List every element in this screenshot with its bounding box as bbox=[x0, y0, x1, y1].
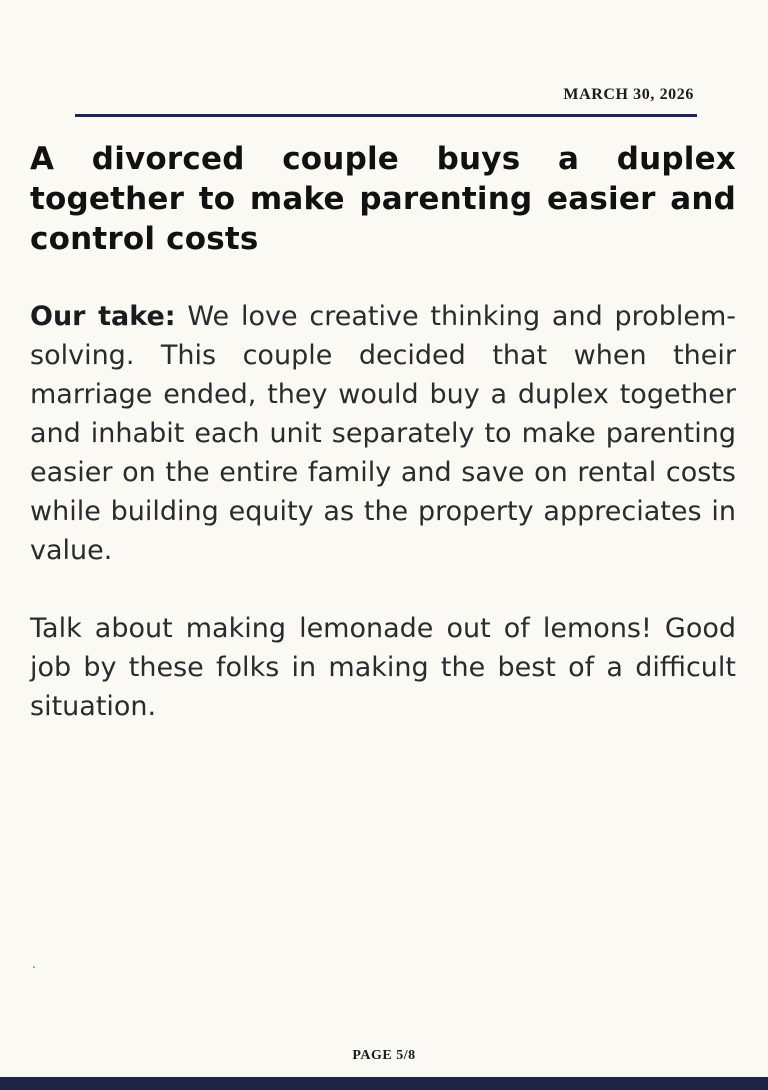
article-headline: A divorced couple buys a duplex together to make parenting easier and control costs bbox=[30, 141, 736, 257]
masthead bbox=[0, 0, 768, 117]
paragraph-1-text: We love creative thinking and problem-solving. This couple decided that when their marriage ended, they would buy a duplex together and inhabit each unit separately to make parenting easier on the entire family and save on rental costs while building equity as the property appreciates in value. bbox=[30, 301, 736, 566]
issue-date: MARCH 30, 2026 bbox=[563, 86, 694, 103]
page-number: PAGE 5/8 bbox=[352, 1048, 416, 1063]
lead-label: Our take: bbox=[30, 301, 176, 332]
masthead-rule bbox=[75, 114, 697, 117]
article-paragraph-1 bbox=[30, 297, 736, 570]
article-paragraph-2: Talk about making lemonade out of lemons! Good job by these folks in making the best of a difficult situation. bbox=[30, 613, 736, 722]
bottom-bar bbox=[0, 1077, 768, 1090]
stray-mark: . bbox=[32, 957, 36, 971]
article bbox=[0, 139, 768, 726]
